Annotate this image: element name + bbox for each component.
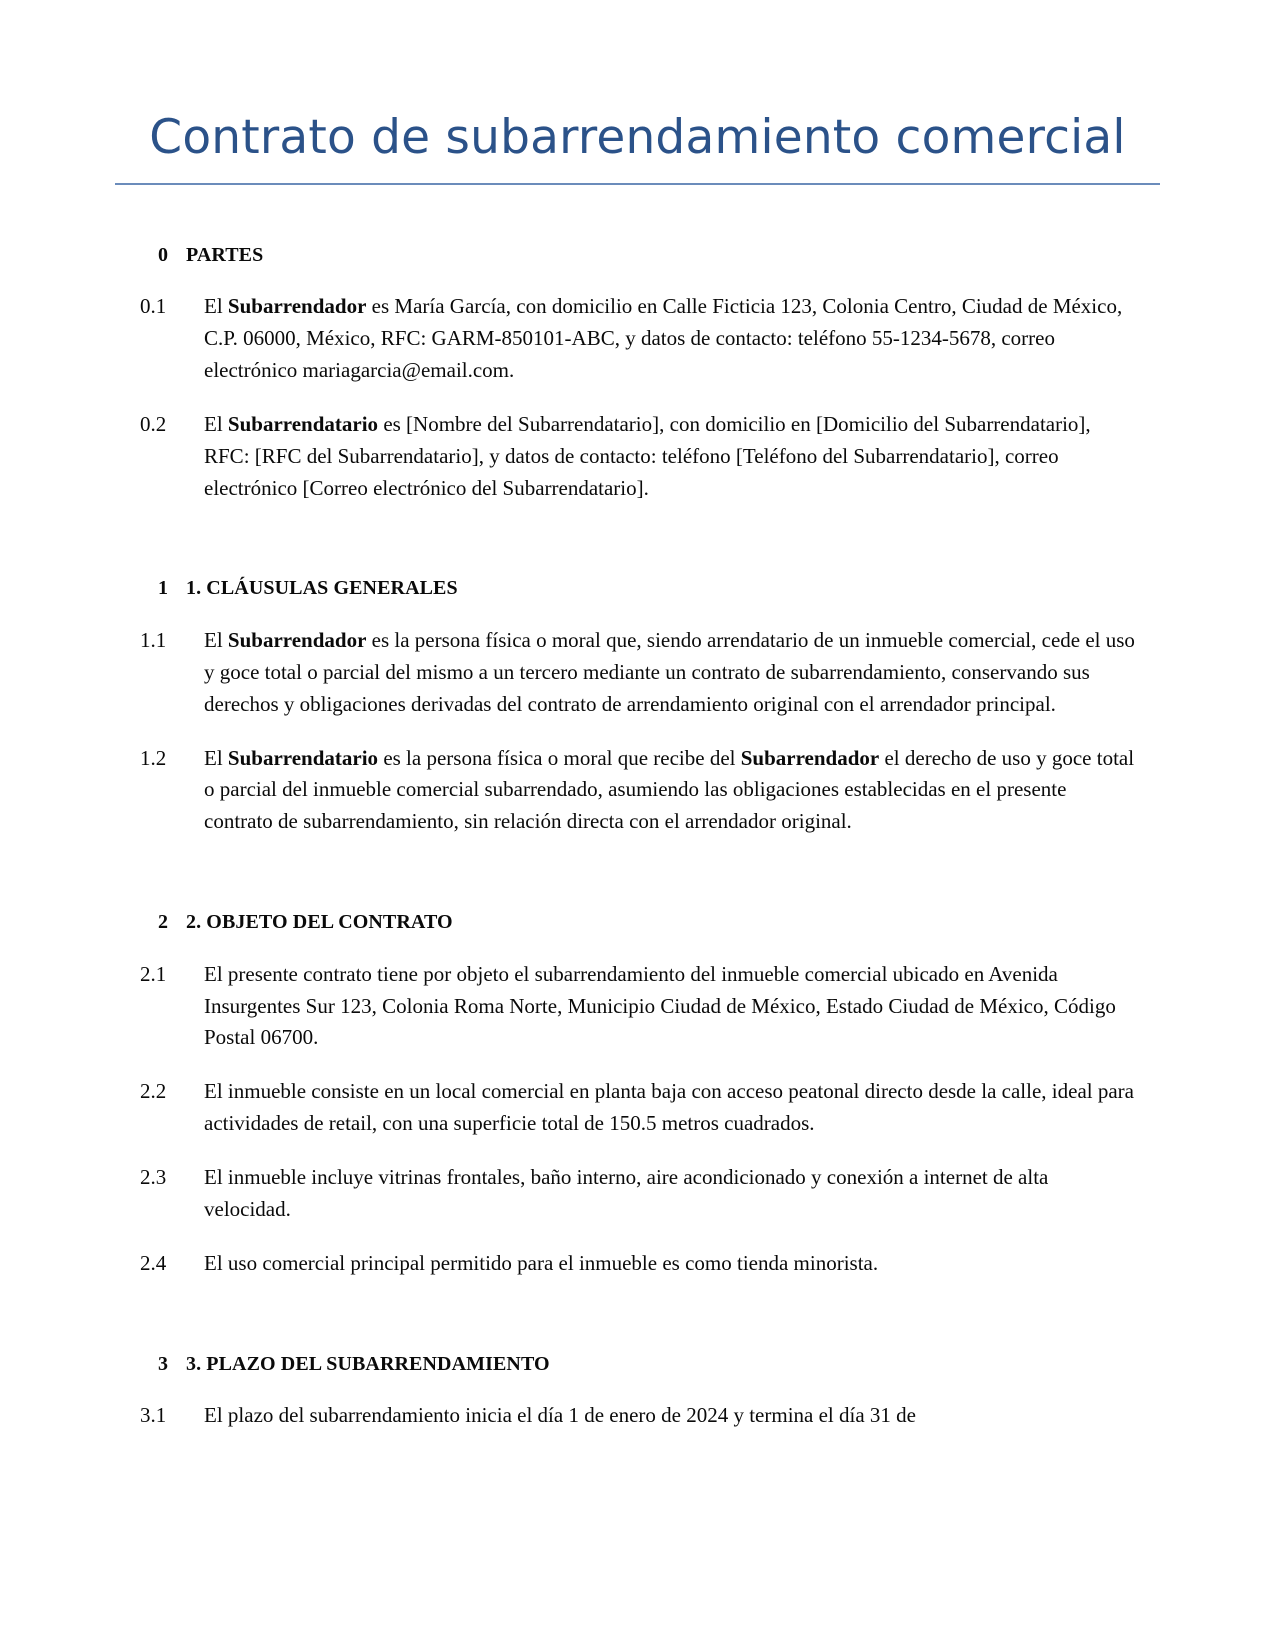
paragraph-number: 2.4: [140, 1251, 167, 1276]
paragraph-text: [204, 1248, 1135, 1280]
numbered-paragraph: [140, 291, 1135, 387]
section-heading-text: 1. CLÁUSULAS GENERALES: [186, 577, 458, 600]
text-run: El plazo del subarrendamiento inicia el día 1 de enero de 2024 y termina el día 31 de: [204, 1403, 916, 1428]
title-divider: [115, 183, 1160, 185]
paragraph-number: 1.2: [140, 745, 167, 770]
paragraph-number: 2.3: [140, 1165, 167, 1190]
section-spacer: [140, 504, 1135, 534]
paragraph-number: 3.1: [140, 1403, 167, 1428]
emphasized-term: Subarrendador: [740, 745, 880, 770]
text-run: es la persona física o moral que, siendo arrendatario de un inmueble comercial, cede el uso y goce total o parcial del mismo a un tercero mediante un contrato de subarrendamiento, conservando sus derechos y obligaciones derivadas del contrato de arrendamiento original con el arrendador principal.: [204, 627, 1135, 716]
paragraph-text: [204, 409, 1135, 505]
numbered-paragraph: [140, 409, 1135, 505]
paragraph-text: [204, 1400, 1135, 1432]
text-run: El: [204, 294, 228, 319]
paragraph-number: 0.2: [140, 411, 167, 436]
section-spacer: [140, 1280, 1135, 1310]
text-run: El: [204, 745, 228, 770]
section-spacer: [140, 838, 1135, 868]
section-heading-text: 3. PLAZO DEL SUBARRENDAMIENTO: [186, 1352, 550, 1375]
paragraph-number: 2.2: [140, 1079, 167, 1104]
paragraph-text: [204, 959, 1135, 1055]
document-body: [0, 241, 1275, 1433]
section-heading-number: 1: [158, 577, 168, 600]
numbered-paragraph: [140, 1400, 1135, 1432]
numbered-paragraph: [140, 1162, 1135, 1226]
numbered-paragraph: [140, 959, 1135, 1055]
section-heading: [140, 908, 1135, 936]
paragraph-text: [204, 625, 1135, 721]
section-heading-number: 0: [158, 243, 168, 266]
section-heading-number: 3: [158, 1352, 168, 1375]
section-heading-number: 2: [158, 911, 168, 934]
text-run: El uso comercial principal permitido para el inmueble es como tienda minorista.: [204, 1251, 879, 1276]
paragraph-text: [204, 743, 1135, 839]
text-run: es María García, con domicilio en Calle Ficticia 123, Colonia Centro, Ciudad de México, C.P. 06000, México, RFC: GARM-850101-ABC, y datos de contacto: teléfono 55-1234-5678, correo electrónico mariagarcia@email.com.: [204, 294, 1123, 382]
section-heading: [140, 241, 1135, 269]
text-run: el derecho de uso y goce total o parcial del inmueble comercial subarrendado, asumiendo las obligaciones establecidas en el presente contrato de subarrendamiento, sin relación directa con el arrendador original.: [204, 745, 1135, 834]
emphasized-term: Subarrendatario: [227, 745, 379, 770]
section-heading: [140, 574, 1135, 602]
numbered-paragraph: [140, 1076, 1135, 1140]
paragraph-text: [204, 291, 1135, 387]
paragraph-number: 1.1: [140, 627, 167, 652]
numbered-paragraph: [140, 625, 1135, 721]
emphasized-term: Subarrendatario: [227, 411, 379, 436]
emphasized-term: Subarrendador: [227, 627, 367, 652]
paragraph-text: [204, 1076, 1135, 1140]
text-run: es [Nombre del Subarrendatario], con domicilio en [Domicilio del Subarrendatario], RFC: [RFC del Subarrendatario], y datos de contacto: teléfono [Teléfono del Subarrendatario], correo electrónico [Correo electrónico del Subarrendatario].: [204, 411, 1091, 500]
section-heading: [140, 1350, 1135, 1378]
section-heading-text: 2. OBJETO DEL CONTRATO: [186, 911, 453, 934]
text-run: El: [204, 411, 228, 436]
paragraph-text: [204, 1162, 1135, 1226]
text-run: El inmueble consiste en un local comercial en planta baja con acceso peatonal directo desde la calle, ideal para actividades de retail, con una superficie total de 150.5 metros cuadrados.: [204, 1079, 1134, 1136]
emphasized-term: Subarrendador: [227, 294, 367, 319]
text-run: El inmueble incluye vitrinas frontales, baño interno, aire acondicionado y conexión a internet de alta velocidad.: [204, 1165, 1049, 1222]
text-run: El: [204, 627, 228, 652]
page-title: Contrato de subarrendamiento comercial: [149, 110, 1126, 165]
numbered-paragraph: [140, 743, 1135, 839]
paragraph-number: 2.1: [140, 961, 167, 986]
paragraph-number: 0.1: [140, 294, 167, 319]
section-heading-text: PARTES: [186, 243, 264, 266]
text-run: El presente contrato tiene por objeto el subarrendamiento del inmueble comercial ubicado en Avenida Insurgentes Sur 123, Colonia Roma Norte, Municipio Ciudad de México, Estado Ciudad de México, Código Postal 06700.: [204, 961, 1116, 1050]
text-run: es la persona física o moral que recibe del: [378, 745, 741, 770]
numbered-paragraph: [140, 1248, 1135, 1280]
